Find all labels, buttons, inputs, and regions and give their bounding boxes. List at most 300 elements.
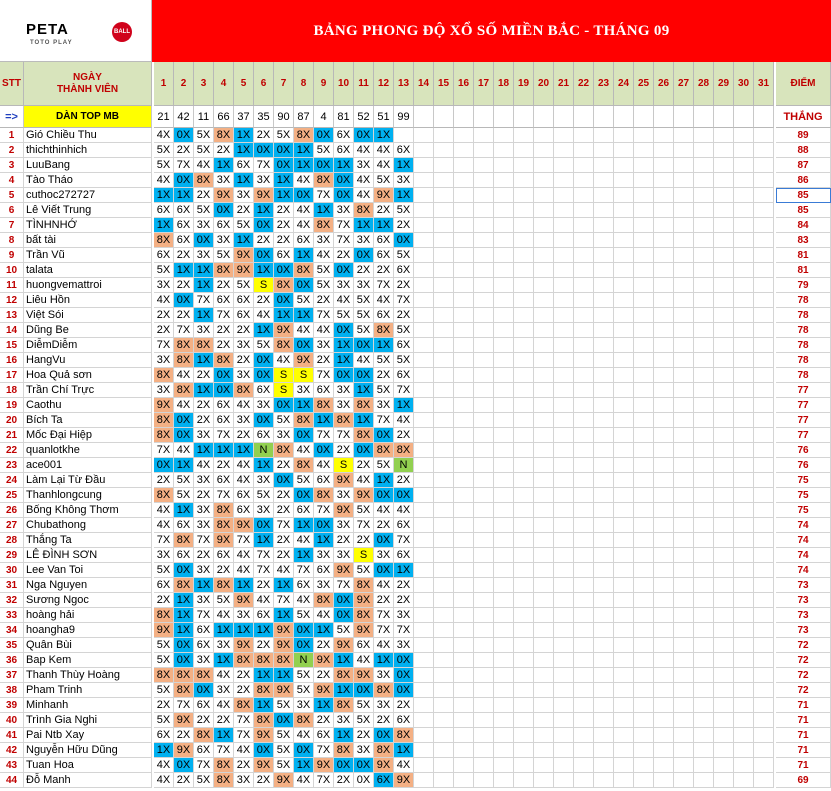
day-cell[interactable]: [454, 698, 474, 713]
day-cell[interactable]: [614, 713, 634, 728]
day-cell[interactable]: 1X: [214, 443, 234, 458]
day-cell[interactable]: [674, 158, 694, 173]
day-cell[interactable]: 9X: [254, 188, 274, 203]
day-cell[interactable]: 9X: [174, 743, 194, 758]
day-cell[interactable]: 6X: [194, 623, 214, 638]
day-cell[interactable]: 6X: [254, 428, 274, 443]
day-cell[interactable]: [554, 548, 574, 563]
day-cell[interactable]: 1X: [254, 533, 274, 548]
day-cell[interactable]: 7X: [174, 323, 194, 338]
day-cell[interactable]: [734, 638, 754, 653]
top-row-value[interactable]: [694, 106, 714, 128]
day-cell[interactable]: 8X: [294, 713, 314, 728]
day-cell[interactable]: [434, 608, 454, 623]
day-cell[interactable]: 3X: [374, 398, 394, 413]
day-cell[interactable]: 2X: [394, 593, 414, 608]
day-cell[interactable]: [594, 443, 614, 458]
day-cell[interactable]: 6X: [254, 383, 274, 398]
member-name[interactable]: Nguyễn Hữu Dũng: [24, 743, 152, 758]
day-cell[interactable]: [414, 503, 434, 518]
day-cell[interactable]: [634, 488, 654, 503]
day-cell[interactable]: [734, 563, 754, 578]
day-cell[interactable]: 3X: [334, 383, 354, 398]
day-cell[interactable]: [754, 398, 774, 413]
day-cell[interactable]: [574, 473, 594, 488]
day-cell[interactable]: [414, 743, 434, 758]
day-cell[interactable]: [554, 743, 574, 758]
day-cell[interactable]: 8X: [294, 413, 314, 428]
day-cell[interactable]: [654, 278, 674, 293]
day-cell[interactable]: [414, 653, 434, 668]
day-cell[interactable]: 7X: [194, 608, 214, 623]
member-score[interactable]: 78: [776, 368, 831, 383]
day-cell[interactable]: 4X: [374, 143, 394, 158]
day-cell[interactable]: [734, 293, 754, 308]
day-cell[interactable]: 1X: [274, 188, 294, 203]
day-cell[interactable]: 5X: [374, 458, 394, 473]
day-cell[interactable]: 7X: [334, 233, 354, 248]
day-cell[interactable]: 0X: [354, 758, 374, 773]
day-cell[interactable]: [414, 248, 434, 263]
day-cell[interactable]: 7X: [274, 593, 294, 608]
day-cell[interactable]: [434, 368, 454, 383]
day-cell[interactable]: [514, 623, 534, 638]
day-cell[interactable]: [574, 338, 594, 353]
day-cell[interactable]: [614, 578, 634, 593]
day-cell[interactable]: 1X: [214, 653, 234, 668]
day-cell[interactable]: [414, 668, 434, 683]
day-cell[interactable]: 5X: [294, 668, 314, 683]
day-cell[interactable]: [474, 188, 494, 203]
day-cell[interactable]: 7X: [274, 518, 294, 533]
day-cell[interactable]: 1X: [154, 743, 174, 758]
day-cell[interactable]: 2X: [194, 713, 214, 728]
day-cell[interactable]: 2X: [254, 773, 274, 788]
day-cell[interactable]: [694, 323, 714, 338]
day-cell[interactable]: 4X: [374, 503, 394, 518]
day-cell[interactable]: [574, 653, 594, 668]
day-cell[interactable]: 8X: [154, 413, 174, 428]
day-cell[interactable]: [454, 218, 474, 233]
day-cell[interactable]: [694, 173, 714, 188]
day-cell[interactable]: [494, 458, 514, 473]
day-cell[interactable]: [674, 743, 694, 758]
day-cell[interactable]: 2X: [354, 458, 374, 473]
member-score[interactable]: 74: [776, 533, 831, 548]
day-cell[interactable]: 1X: [374, 473, 394, 488]
day-cell[interactable]: [634, 548, 654, 563]
day-cell[interactable]: 3X: [214, 683, 234, 698]
day-cell[interactable]: [734, 503, 754, 518]
day-cell[interactable]: [714, 398, 734, 413]
day-cell[interactable]: 6X: [394, 338, 414, 353]
day-cell[interactable]: [674, 293, 694, 308]
day-cell[interactable]: N: [254, 443, 274, 458]
day-cell[interactable]: [754, 728, 774, 743]
day-cell[interactable]: [614, 533, 634, 548]
day-cell[interactable]: 3X: [234, 413, 254, 428]
day-cell[interactable]: 8X: [334, 668, 354, 683]
day-cell[interactable]: [714, 683, 734, 698]
day-cell[interactable]: [654, 383, 674, 398]
day-cell[interactable]: [514, 608, 534, 623]
day-cell[interactable]: [454, 368, 474, 383]
day-cell[interactable]: [714, 773, 734, 788]
day-cell[interactable]: 2X: [174, 728, 194, 743]
day-cell[interactable]: [714, 263, 734, 278]
day-cell[interactable]: 5X: [154, 563, 174, 578]
day-cell[interactable]: [714, 368, 734, 383]
day-cell[interactable]: 7X: [214, 743, 234, 758]
day-cell[interactable]: 4X: [294, 218, 314, 233]
day-cell[interactable]: 0X: [294, 338, 314, 353]
member-name[interactable]: bất tài: [24, 233, 152, 248]
day-cell[interactable]: 5X: [354, 293, 374, 308]
day-cell[interactable]: [554, 338, 574, 353]
day-cell[interactable]: [474, 653, 494, 668]
day-cell[interactable]: 1X: [274, 578, 294, 593]
day-cell[interactable]: 0X: [374, 563, 394, 578]
day-cell[interactable]: 2X: [334, 248, 354, 263]
day-cell[interactable]: 7X: [214, 488, 234, 503]
day-cell[interactable]: [754, 668, 774, 683]
day-cell[interactable]: [434, 593, 454, 608]
day-cell[interactable]: 3X: [214, 638, 234, 653]
day-cell[interactable]: 0X: [334, 758, 354, 773]
day-cell[interactable]: [714, 488, 734, 503]
day-cell[interactable]: 2X: [274, 503, 294, 518]
day-cell[interactable]: 3X: [154, 278, 174, 293]
day-cell[interactable]: [714, 713, 734, 728]
day-cell[interactable]: S: [274, 383, 294, 398]
day-cell[interactable]: 8X: [174, 683, 194, 698]
day-cell[interactable]: 9X: [294, 353, 314, 368]
day-cell[interactable]: 6X: [214, 473, 234, 488]
member-name[interactable]: Tào Tháo: [24, 173, 152, 188]
day-cell[interactable]: 1X: [354, 218, 374, 233]
day-cell[interactable]: 4X: [314, 248, 334, 263]
day-cell[interactable]: [434, 773, 454, 788]
day-cell[interactable]: [594, 368, 614, 383]
day-cell[interactable]: 3X: [334, 488, 354, 503]
day-cell[interactable]: [734, 203, 754, 218]
day-cell[interactable]: [514, 383, 534, 398]
day-cell[interactable]: 3X: [194, 593, 214, 608]
day-cell[interactable]: 4X: [154, 128, 174, 143]
day-cell[interactable]: [754, 338, 774, 353]
member-score[interactable]: 74: [776, 518, 831, 533]
day-cell[interactable]: 8X: [154, 608, 174, 623]
day-cell[interactable]: [734, 653, 754, 668]
day-cell[interactable]: [694, 353, 714, 368]
member-score[interactable]: 84: [776, 218, 831, 233]
member-name[interactable]: Pham Trinh: [24, 683, 152, 698]
day-cell[interactable]: [574, 278, 594, 293]
day-cell[interactable]: 0X: [274, 158, 294, 173]
day-cell[interactable]: [694, 128, 714, 143]
day-cell[interactable]: [534, 383, 554, 398]
day-cell[interactable]: 1X: [294, 248, 314, 263]
day-cell[interactable]: [634, 683, 654, 698]
day-cell[interactable]: [654, 428, 674, 443]
day-cell[interactable]: 0X: [274, 398, 294, 413]
day-cell[interactable]: 5X: [354, 563, 374, 578]
day-cell[interactable]: [494, 593, 514, 608]
day-cell[interactable]: 2X: [394, 278, 414, 293]
day-cell[interactable]: [734, 143, 754, 158]
day-cell[interactable]: [754, 713, 774, 728]
day-cell[interactable]: [574, 698, 594, 713]
day-cell[interactable]: [674, 503, 694, 518]
day-cell[interactable]: 0X: [334, 173, 354, 188]
day-cell[interactable]: [654, 653, 674, 668]
day-cell[interactable]: 6X: [234, 293, 254, 308]
day-cell[interactable]: [654, 773, 674, 788]
day-cell[interactable]: 8X: [254, 653, 274, 668]
day-cell[interactable]: 9X: [354, 623, 374, 638]
day-cell[interactable]: 1X: [354, 383, 374, 398]
day-cell[interactable]: 4X: [254, 308, 274, 323]
day-cell[interactable]: [434, 443, 454, 458]
day-cell[interactable]: [674, 353, 694, 368]
day-cell[interactable]: [614, 593, 634, 608]
day-cell[interactable]: 3X: [334, 713, 354, 728]
day-cell[interactable]: [454, 503, 474, 518]
day-cell[interactable]: 9X: [354, 593, 374, 608]
day-cell[interactable]: [574, 773, 594, 788]
day-cell[interactable]: [554, 758, 574, 773]
day-cell[interactable]: 1X: [234, 143, 254, 158]
day-cell[interactable]: 3X: [154, 383, 174, 398]
day-cell[interactable]: S: [274, 368, 294, 383]
day-cell[interactable]: [434, 683, 454, 698]
day-cell[interactable]: 1X: [314, 203, 334, 218]
day-cell[interactable]: 4X: [354, 188, 374, 203]
day-cell[interactable]: [554, 488, 574, 503]
day-cell[interactable]: [474, 248, 494, 263]
day-cell[interactable]: [474, 398, 494, 413]
day-cell[interactable]: [474, 743, 494, 758]
day-cell[interactable]: 3X: [194, 428, 214, 443]
day-cell[interactable]: [714, 653, 734, 668]
day-cell[interactable]: [554, 698, 574, 713]
day-cell[interactable]: [554, 263, 574, 278]
day-cell[interactable]: 8X: [294, 263, 314, 278]
day-cell[interactable]: 3X: [194, 653, 214, 668]
day-cell[interactable]: 1X: [394, 398, 414, 413]
day-cell[interactable]: 0X: [254, 353, 274, 368]
day-cell[interactable]: 9X: [234, 518, 254, 533]
day-cell[interactable]: [654, 518, 674, 533]
day-cell[interactable]: [434, 143, 454, 158]
day-cell[interactable]: 5X: [294, 473, 314, 488]
day-cell[interactable]: [414, 143, 434, 158]
day-cell[interactable]: 7X: [334, 428, 354, 443]
member-score[interactable]: 75: [776, 488, 831, 503]
day-cell[interactable]: [614, 293, 634, 308]
day-cell[interactable]: [734, 218, 754, 233]
day-cell[interactable]: [734, 593, 754, 608]
day-cell[interactable]: 3X: [254, 173, 274, 188]
member-name[interactable]: Bap Kem: [24, 653, 152, 668]
day-cell[interactable]: [474, 173, 494, 188]
day-cell[interactable]: 8X: [254, 683, 274, 698]
day-cell[interactable]: 5X: [194, 773, 214, 788]
member-name[interactable]: Mốc Đại Hiệp: [24, 428, 152, 443]
day-cell[interactable]: 2X: [274, 458, 294, 473]
day-cell[interactable]: 8X: [334, 743, 354, 758]
day-cell[interactable]: 5X: [354, 713, 374, 728]
member-score[interactable]: 78: [776, 293, 831, 308]
day-cell[interactable]: [534, 308, 554, 323]
day-cell[interactable]: 0X: [274, 263, 294, 278]
day-cell[interactable]: [494, 128, 514, 143]
day-cell[interactable]: 3X: [294, 383, 314, 398]
day-cell[interactable]: 1X: [254, 668, 274, 683]
day-cell[interactable]: 0X: [274, 473, 294, 488]
day-cell[interactable]: 1X: [174, 458, 194, 473]
day-cell[interactable]: [634, 653, 654, 668]
day-cell[interactable]: [514, 728, 534, 743]
day-cell[interactable]: [414, 533, 434, 548]
day-cell[interactable]: 8X: [194, 668, 214, 683]
day-cell[interactable]: [594, 218, 614, 233]
day-cell[interactable]: 3X: [234, 368, 254, 383]
day-cell[interactable]: [474, 263, 494, 278]
day-cell[interactable]: [534, 428, 554, 443]
day-cell[interactable]: [714, 293, 734, 308]
day-cell[interactable]: 7X: [254, 548, 274, 563]
day-cell[interactable]: 3X: [314, 233, 334, 248]
day-cell[interactable]: [614, 398, 634, 413]
day-cell[interactable]: [494, 143, 514, 158]
day-cell[interactable]: 0X: [254, 743, 274, 758]
day-cell[interactable]: [554, 308, 574, 323]
day-cell[interactable]: 2X: [234, 668, 254, 683]
day-cell[interactable]: [694, 188, 714, 203]
day-cell[interactable]: 0X: [354, 368, 374, 383]
day-cell[interactable]: [754, 353, 774, 368]
day-cell[interactable]: 2X: [154, 308, 174, 323]
day-cell[interactable]: 1X: [194, 353, 214, 368]
day-cell[interactable]: [654, 443, 674, 458]
day-cell[interactable]: 8X: [394, 443, 414, 458]
day-cell[interactable]: 5X: [314, 278, 334, 293]
day-cell[interactable]: S: [254, 278, 274, 293]
day-cell[interactable]: [474, 458, 494, 473]
top-row-value[interactable]: [754, 106, 774, 128]
day-cell[interactable]: [454, 248, 474, 263]
day-cell[interactable]: [414, 563, 434, 578]
day-cell[interactable]: [574, 203, 594, 218]
day-cell[interactable]: 0X: [274, 713, 294, 728]
day-cell[interactable]: [594, 743, 614, 758]
day-cell[interactable]: [514, 638, 534, 653]
day-cell[interactable]: 1X: [254, 623, 274, 638]
day-cell[interactable]: [414, 218, 434, 233]
day-cell[interactable]: 5X: [194, 143, 214, 158]
day-cell[interactable]: [674, 518, 694, 533]
day-cell[interactable]: [494, 713, 514, 728]
day-cell[interactable]: 6X: [154, 578, 174, 593]
day-cell[interactable]: [694, 758, 714, 773]
member-score[interactable]: 71: [776, 743, 831, 758]
day-cell[interactable]: [434, 323, 454, 338]
day-cell[interactable]: [734, 278, 754, 293]
member-score[interactable]: 78: [776, 353, 831, 368]
day-cell[interactable]: 3X: [294, 698, 314, 713]
day-cell[interactable]: [514, 308, 534, 323]
day-cell[interactable]: [594, 488, 614, 503]
day-cell[interactable]: [654, 338, 674, 353]
day-cell[interactable]: [594, 533, 614, 548]
day-cell[interactable]: 3X: [194, 248, 214, 263]
day-cell[interactable]: [654, 248, 674, 263]
day-cell[interactable]: 1X: [274, 173, 294, 188]
day-cell[interactable]: [554, 518, 574, 533]
day-cell[interactable]: [554, 638, 574, 653]
day-cell[interactable]: 0X: [354, 443, 374, 458]
day-cell[interactable]: 4X: [154, 173, 174, 188]
day-cell[interactable]: [674, 608, 694, 623]
member-score[interactable]: 73: [776, 593, 831, 608]
day-cell[interactable]: 5X: [154, 683, 174, 698]
day-cell[interactable]: [674, 623, 694, 638]
day-cell[interactable]: 2X: [194, 398, 214, 413]
day-cell[interactable]: [694, 248, 714, 263]
day-cell[interactable]: [754, 563, 774, 578]
day-cell[interactable]: 9X: [374, 188, 394, 203]
day-cell[interactable]: [494, 728, 514, 743]
day-cell[interactable]: [454, 428, 474, 443]
day-cell[interactable]: 1X: [214, 158, 234, 173]
top-row-value[interactable]: [554, 106, 574, 128]
day-cell[interactable]: 1X: [374, 218, 394, 233]
day-cell[interactable]: [634, 713, 654, 728]
day-cell[interactable]: 1X: [254, 263, 274, 278]
member-name[interactable]: LuuBang: [24, 158, 152, 173]
day-cell[interactable]: 1X: [194, 263, 214, 278]
day-cell[interactable]: [454, 158, 474, 173]
day-cell[interactable]: [574, 533, 594, 548]
day-cell[interactable]: [614, 443, 634, 458]
member-name[interactable]: Liêu Hồn: [24, 293, 152, 308]
day-cell[interactable]: [414, 173, 434, 188]
day-cell[interactable]: 8X: [174, 338, 194, 353]
day-cell[interactable]: 5X: [314, 143, 334, 158]
day-cell[interactable]: 9X: [234, 248, 254, 263]
day-cell[interactable]: 9X: [234, 593, 254, 608]
day-cell[interactable]: 5X: [334, 623, 354, 638]
day-cell[interactable]: [554, 233, 574, 248]
day-cell[interactable]: [634, 458, 654, 473]
day-cell[interactable]: [734, 188, 754, 203]
member-score[interactable]: 76: [776, 443, 831, 458]
day-cell[interactable]: [754, 593, 774, 608]
day-cell[interactable]: 2X: [374, 368, 394, 383]
day-cell[interactable]: [614, 233, 634, 248]
day-cell[interactable]: 5X: [234, 218, 254, 233]
day-cell[interactable]: 8X: [214, 263, 234, 278]
day-cell[interactable]: 2X: [354, 533, 374, 548]
day-cell[interactable]: 8X: [354, 578, 374, 593]
day-cell[interactable]: 0X: [334, 593, 354, 608]
day-cell[interactable]: [514, 368, 534, 383]
day-cell[interactable]: [754, 263, 774, 278]
day-cell[interactable]: [434, 308, 454, 323]
day-cell[interactable]: 8X: [154, 428, 174, 443]
day-cell[interactable]: [674, 413, 694, 428]
